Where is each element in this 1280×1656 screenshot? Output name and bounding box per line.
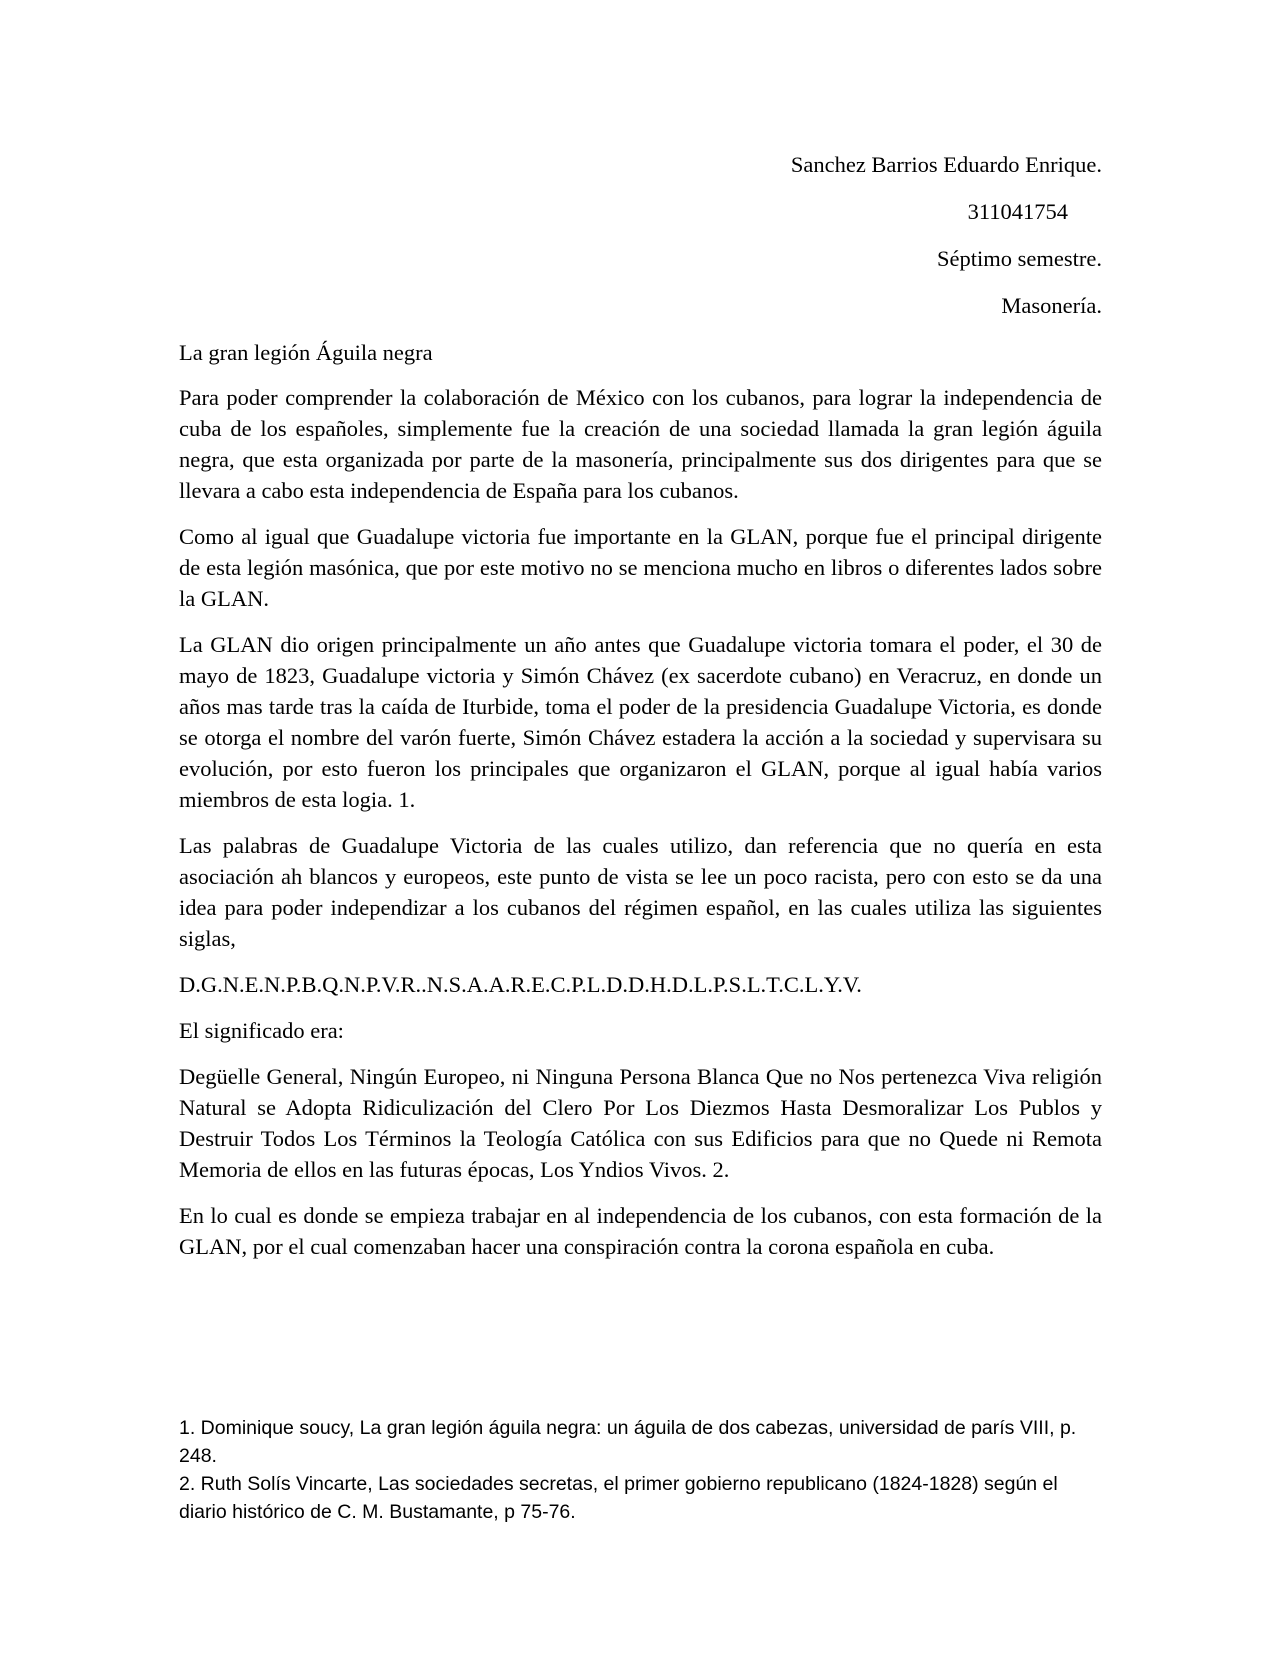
- subject: Masonería.: [1001, 293, 1102, 318]
- meaning-label: El significado era:: [179, 1018, 344, 1043]
- footnote-1: 1. Dominique soucy, La gran legión águila negra: un águila de dos cabezas, universidad de parís VIII, p. 248.: [179, 1417, 1077, 1467]
- paragraph-1: Para poder comprender la colaboración de México con los cubanos, para lograr la independencia de cuba de los españoles, simplemente fue la creación de una sociedad llamada la gran legión águila negra, que esta organizada por parte de la masonería, principalmente sus dos dirigentes para que se llevara a cabo esta independencia de España para los cubanos.: [179, 385, 1102, 503]
- paragraph-4: Las palabras de Guadalupe Victoria de las cuales utilizo, dan referencia que no quería en esta asociación ah blancos y europeos, este punto de vista se lee un poco racista, pero con esto se da una idea para poder independizar a los cubanos del régimen español, en las cuales utiliza las siguientes siglas,: [179, 833, 1102, 951]
- footnotes: [179, 1414, 1102, 1526]
- semester: Séptimo semestre.: [937, 246, 1102, 271]
- author-name: Sanchez Barrios Eduardo Enrique.: [790, 152, 1102, 177]
- paragraph-3: La GLAN dio origen principalmente un año antes que Guadalupe victoria tomara el poder, el 30 de mayo de 1823, Guadalupe victoria y Simón Chávez (ex sacerdote cubano) en Veracruz, en donde un años mas tarde tras la caída de Iturbide, toma el poder de la presidencia Guadalupe Victoria, es donde se otorga el nombre del varón fuerte, Simón Chávez estadera la acción a la sociedad y supervisara su evolución, por esto fueron los principales que organizaron el GLAN, porque al igual había varios miembros de esta logia. 1.: [179, 632, 1102, 812]
- document-title: La gran legión Águila negra: [179, 340, 433, 365]
- footnote-2: 2. Ruth Solís Vincarte, Las sociedades secretas, el primer gobierno republicano (1824-1828) según el diario histórico de C. M. Bustamante, p 75-76.: [179, 1473, 1058, 1523]
- student-id: 311041754: [967, 199, 1068, 224]
- acronym-line: D.G.N.E.N.P.B.Q.N.P.V.R..N.S.A.A.R.E.C.P.L.D.D.H.D.L.P.S.L.T.C.L.Y.V.: [179, 972, 862, 997]
- paragraph-meaning: Degüelle General, Ningún Europeo, ni Ninguna Persona Blanca Que no Nos pertenezca Viva religión Natural se Adopta Ridiculización del Clero Por Los Diezmos Hasta Desmoralizar Los Publos y Destruir Todos Los Términos la Teología Católica con sus Edificios para que no Quede ni Remota Memoria de ellos en las futuras épocas, Los Yndios Vivos. 2.: [179, 1064, 1102, 1182]
- document-body: [179, 149, 1102, 1277]
- paragraph-2: Como al igual que Guadalupe victoria fue importante en la GLAN, porque fue el principal dirigente de esta legión masónica, que por este motivo no se menciona mucho en libros o diferentes lados sobre la GLAN.: [179, 524, 1102, 611]
- paragraph-conclusion: En lo cual es donde se empieza trabajar en al independencia de los cubanos, con esta formación de la GLAN, por el cual comenzaban hacer una conspiración contra la corona española en cuba.: [179, 1203, 1102, 1259]
